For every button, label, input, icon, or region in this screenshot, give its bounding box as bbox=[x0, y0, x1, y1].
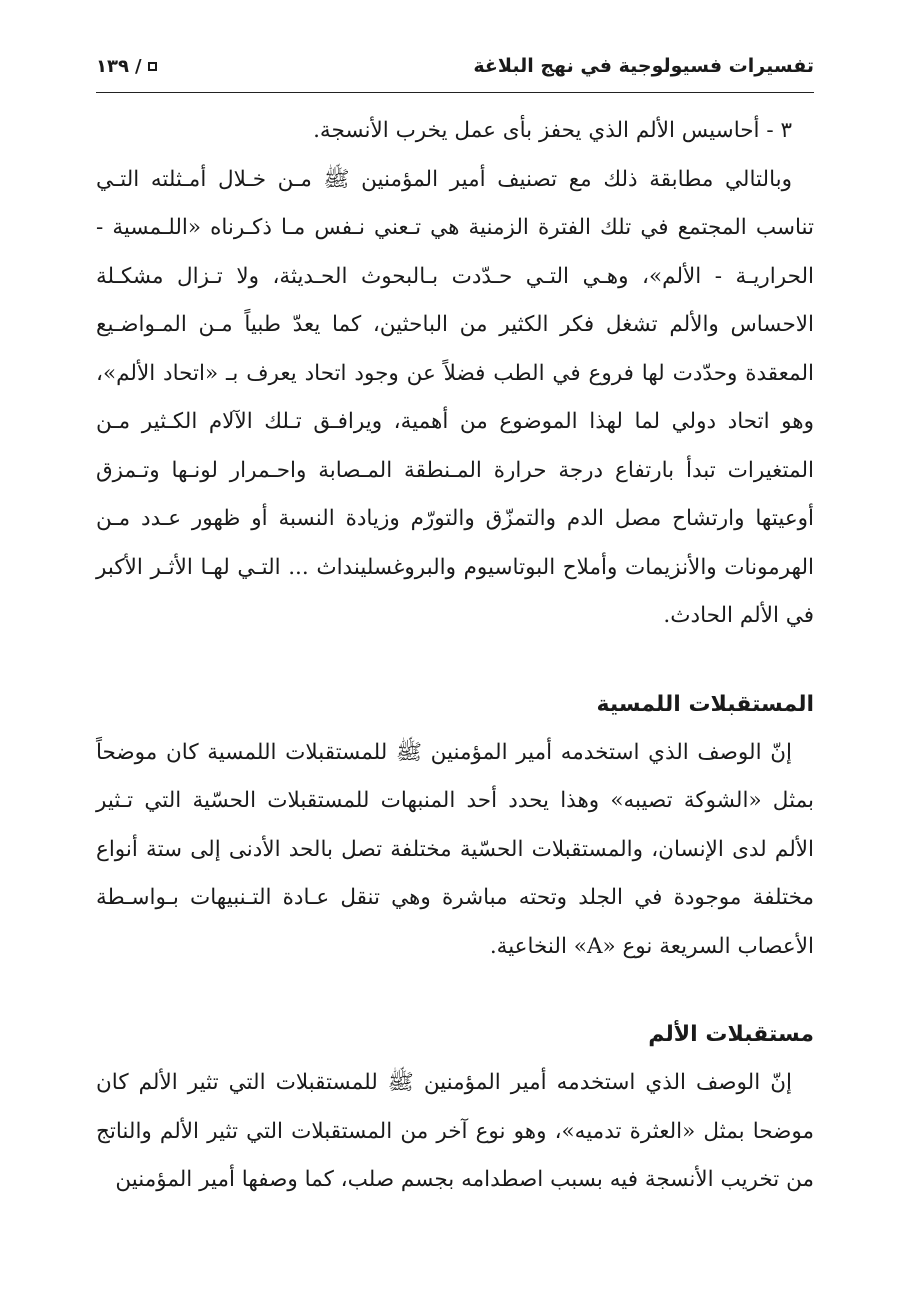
paragraph: إنّ الوصف الذي استخدمه أمير المؤمنين ﷺ للمستقبلات التي تثير الألم كان موضحا بمثل «العثرة تدميه»، وهو نوع آخر من المستقبلات التي تثير الألم والناتج من تخريب الأنسجة فيه بسبب اصطدامه بجسم صلب، كما وصفها أمير المؤمنين bbox=[96, 1070, 814, 1192]
document-page bbox=[96, 40, 814, 1300]
body-text bbox=[96, 107, 814, 1205]
page-separator: / bbox=[134, 55, 142, 77]
book-title: تفسيرات فسيولوجية في نهج البلاغة bbox=[473, 55, 814, 77]
numbered-item: ٣ - أحاسيس الألم الذي يحفز بأى عمل يخرب الأنسجة. bbox=[313, 118, 792, 143]
running-header bbox=[96, 40, 814, 93]
paragraph: وبالتالي مطابقة ذلك مع تصنيف أمير المؤمنين ﷺ مـن خـلال أمـثلته التـي تناسب المجتمع في تلك الفترة الزمنية هي تـعني نـفس مـا ذكـرناه «اللـمسية - الحراريـة - الألم»، وهـي التـي حـدّدت بـالبحوث الحـديثة، ولا تـزال مشكـلة الاحساس والألم تشغل فكر الكثير من الباحثين، كما يعدّ طبياً مـن المـواضـيع المعقدة وحدّدت لها فروع في الطب فضلاً عن وجود اتحاد يعرف بـ «اتحاد الألم»، وهو اتحاد دولي لما لهذا الموضوع من أهمية، ويرافـق تـلك الآلام الكـثير مـن المتغيرات تبدأ بارتفاع درجة حرارة المـنطقة المـصابة واحـمرار لونـها وتـمزق أوعيتها وارتشاح مصل الدم والتمزّق والتورّم وزيادة النسبة أو ظهور عـدد مـن الهرمونات والأنزيمات وأملاح البوتاسيوم والبروغسلينداث ... التـي لهـا الأثـر الأكبر في الألم الحادث. bbox=[96, 166, 814, 628]
section-heading-touch-receptors: المستقبلات اللمسية bbox=[596, 691, 814, 717]
page-number: ١٣٩ bbox=[96, 55, 129, 77]
section-heading-pain-receptors: مستقبلات الألم bbox=[648, 1022, 814, 1047]
page-number-block bbox=[96, 56, 157, 77]
paragraph: إنّ الوصف الذي استخدمه أمير المؤمنين ﷺ للمستقبلات اللمسية كان موضحاً بمثل «الشوكة تصيبه» وهذا يحدد أحد المنبهات للمستقبلات الحسّية التي تـثير الألم لدى الإنسان، والمستقبلات الحسّية مختلفة تصل بالحد الأدنى إلى ستة أنواع مختلفة موجودة في الجلد وتحته مباشرة وهي تنقل عـادة التـنبيهات بـواسـطة الأعصاب السريعة نوع «A» النخاعية. bbox=[96, 739, 814, 959]
square-bullet-icon bbox=[148, 62, 157, 71]
